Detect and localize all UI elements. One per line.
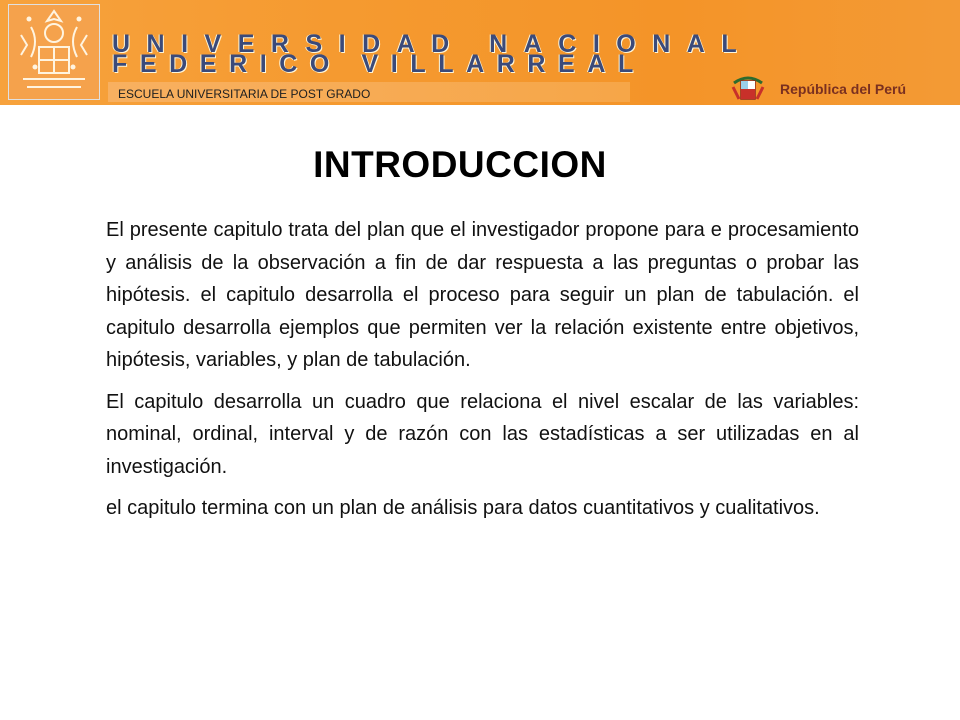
header-banner (0, 0, 960, 105)
peru-coat-of-arms-icon (730, 73, 766, 105)
peru-text: República del Perú (780, 81, 907, 97)
paragraph: el capitulo termina con un plan de análisis para datos cuantitativos y cualitativos. (106, 497, 820, 519)
university-crest-icon (8, 4, 100, 100)
peru-logo (730, 73, 906, 105)
school-bar (108, 82, 630, 102)
slide-title: INTRODUCCION (313, 144, 607, 185)
university-name-line1: UNIVERSIDAD NACIONAL (112, 30, 754, 58)
slide-body (106, 214, 859, 534)
school-name: ESCUELA UNIVERSITARIA DE POST GRADO (118, 87, 371, 101)
paragraph: El presente capitulo trata del plan que el investigador propone para e procesamiento y análisis de la observación a fin de dar respuesta a las preguntas o probar las hipótesis. el capitulo desarrolla el proceso para seguir un plan de tabulación. el capitulo desarrolla ejemplos que permiten ver la relación existente entre objetivos, hipótesis, variables, y plan de tabulación. (106, 219, 859, 371)
university-name-line2: FEDERICO VILLARREAL (112, 50, 646, 78)
paragraph: El capitulo desarrolla un cuadro que relaciona el nivel escalar de las variables: nominal, ordinal, interval y de razón con las estadísticas a ser utilizadas en al investigación. (106, 390, 859, 478)
